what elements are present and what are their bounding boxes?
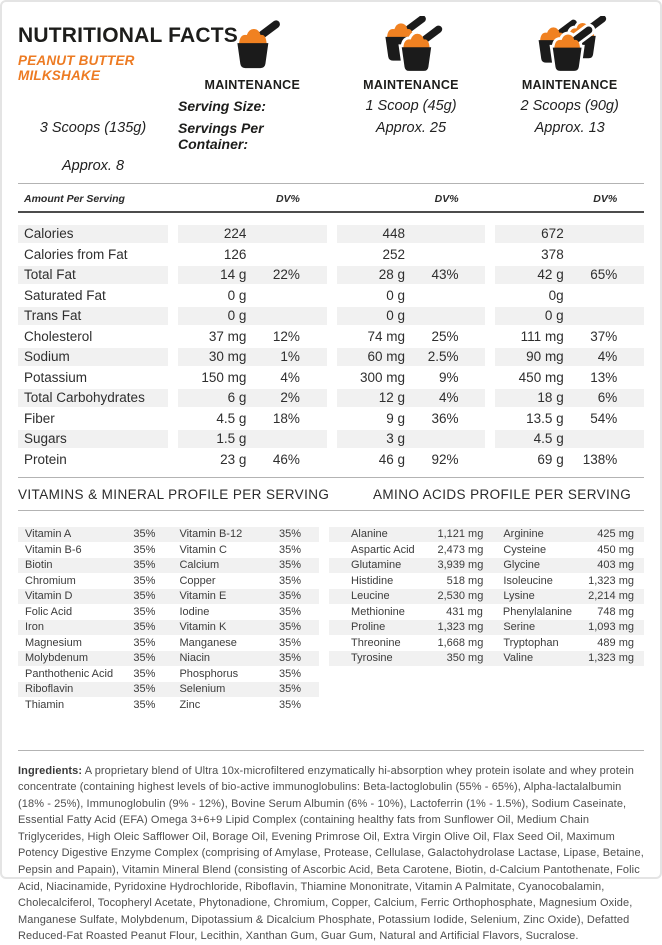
dv-header-3: DV% bbox=[564, 193, 618, 205]
vitamin-row bbox=[18, 527, 319, 543]
amino-acid-row bbox=[329, 573, 644, 589]
vitamin-name-left: Chromium bbox=[25, 575, 123, 587]
vitamin-value-left: 35% bbox=[123, 637, 155, 649]
amino-acids-table bbox=[329, 527, 644, 713]
amino-acids-heading: AMINO ACIDS PROFILE PER SERVING bbox=[373, 487, 631, 502]
nutrient-col-2 bbox=[337, 225, 486, 243]
nutrient-dv-2: 4% bbox=[405, 389, 459, 407]
nutrient-col-1 bbox=[178, 266, 327, 284]
vitamin-row bbox=[18, 635, 319, 651]
nutrient-dv-3: 4% bbox=[564, 348, 618, 366]
nutrient-amount-2: 300 mg bbox=[337, 369, 405, 387]
vitamin-value-right: 35% bbox=[265, 683, 301, 695]
vitamin-name-left: Iron bbox=[25, 621, 123, 633]
vitamin-value-right: 35% bbox=[265, 668, 301, 680]
nutrient-dv-2: 25% bbox=[405, 328, 459, 346]
vitamin-row bbox=[18, 620, 319, 636]
nutrient-dv-3: 13% bbox=[564, 369, 618, 387]
amino-acid-row bbox=[329, 604, 644, 620]
vitamin-name-right: Copper bbox=[155, 575, 265, 587]
amino-name-right: Serine bbox=[483, 621, 572, 633]
amino-value-left: 350 mg bbox=[423, 652, 483, 664]
divider-dark bbox=[18, 211, 644, 213]
nutrient-dv-1: 12% bbox=[246, 328, 300, 346]
nutrient-dv-3 bbox=[564, 287, 618, 305]
nutrient-dv-1 bbox=[246, 246, 300, 264]
vitamin-value-right: 35% bbox=[265, 575, 301, 587]
vitamin-value-right: 35% bbox=[265, 544, 301, 556]
servings-per-container-value-2: Approx. 13 bbox=[495, 114, 644, 152]
vitamin-row bbox=[18, 604, 319, 620]
vitamin-value-left: 35% bbox=[123, 699, 155, 711]
scoop-1x-icon bbox=[209, 16, 295, 72]
vitamin-value-left: 35% bbox=[123, 559, 155, 571]
nutrient-name: Cholesterol bbox=[18, 328, 168, 346]
nutrition-row bbox=[18, 246, 644, 264]
serving-icon-cell-3 bbox=[495, 14, 644, 72]
nutrient-amount-1: 23 g bbox=[178, 451, 246, 469]
nutrient-amount-2: 28 g bbox=[337, 266, 405, 284]
nutrient-amount-1: 30 mg bbox=[178, 348, 246, 366]
vitamin-row bbox=[18, 697, 319, 713]
dv-header-2: DV% bbox=[405, 193, 459, 205]
nutrient-col-1 bbox=[178, 287, 327, 305]
vitamin-value-left: 35% bbox=[123, 544, 155, 556]
serving-icon-cell-2 bbox=[337, 14, 486, 72]
nutrient-name: Protein bbox=[18, 451, 168, 469]
nutrient-amount-2: 3 g bbox=[337, 430, 405, 448]
vitamin-name-right: Vitamin B-12 bbox=[155, 528, 265, 540]
amino-value-right: 403 mg bbox=[572, 559, 634, 571]
nutrient-amount-1: 126 bbox=[178, 246, 246, 264]
nutrient-col-1 bbox=[178, 348, 327, 366]
nutrition-row bbox=[18, 307, 644, 325]
nutrient-col-3 bbox=[495, 389, 644, 407]
vitamin-name-left: Thiamin bbox=[25, 699, 123, 711]
brand-block bbox=[18, 14, 168, 92]
nutrient-dv-1: 46% bbox=[246, 451, 300, 469]
nutrient-amount-3: 0 g bbox=[495, 307, 563, 325]
nutrition-table bbox=[18, 225, 644, 469]
nutrient-amount-1: 14 g bbox=[178, 266, 246, 284]
vitamin-name-right: Phosphorus bbox=[155, 668, 265, 680]
nutrient-dv-1 bbox=[246, 307, 300, 325]
nutrition-row bbox=[18, 389, 644, 407]
amino-value-right: 1,093 mg bbox=[572, 621, 634, 633]
nutrient-col-3 bbox=[495, 328, 644, 346]
vitamins-heading: VITAMINS & MINERAL PROFILE PER SERVING bbox=[18, 487, 373, 502]
amino-value-left: 1,323 mg bbox=[423, 621, 483, 633]
vitamin-value-left: 35% bbox=[123, 590, 155, 602]
nutrient-dv-1: 1% bbox=[246, 348, 300, 366]
nutrient-col-1 bbox=[178, 369, 327, 387]
vitamin-row bbox=[18, 573, 319, 589]
divider bbox=[18, 183, 644, 184]
ingredients-paragraph bbox=[18, 763, 644, 945]
nutrient-amount-2: 9 g bbox=[337, 410, 405, 428]
nutrient-name: Total Fat bbox=[18, 266, 168, 284]
vitamin-name-left: Folic Acid bbox=[25, 606, 123, 618]
nutrient-name: Trans Fat bbox=[18, 307, 168, 325]
nutrient-col-3 bbox=[495, 307, 644, 325]
nutrient-amount-2: 60 mg bbox=[337, 348, 405, 366]
nutrient-dv-2 bbox=[405, 430, 459, 448]
nutrient-amount-2: 12 g bbox=[337, 389, 405, 407]
tier-label-3: MAINTENANCE bbox=[495, 72, 644, 92]
vitamin-name-right: Iodine bbox=[155, 606, 265, 618]
nutrient-dv-2: 2.5% bbox=[405, 348, 459, 366]
nutrient-dv-3: 37% bbox=[564, 328, 618, 346]
amino-name-left: Leucine bbox=[351, 590, 423, 602]
nutrient-amount-3: 0g bbox=[495, 287, 563, 305]
vitamin-name-left: Riboflavin bbox=[25, 683, 123, 695]
nutrient-col-2 bbox=[337, 307, 486, 325]
amino-acid-row bbox=[329, 620, 644, 636]
nutrient-col-1 bbox=[178, 389, 327, 407]
nutrient-dv-1: 22% bbox=[246, 266, 300, 284]
nutrient-amount-2: 0 g bbox=[337, 287, 405, 305]
nutrient-col-1 bbox=[178, 430, 327, 448]
vitamin-value-left: 35% bbox=[123, 606, 155, 618]
amino-name-right: Lysine bbox=[483, 590, 572, 602]
amino-name-right: Glycine bbox=[483, 559, 572, 571]
amino-name-right: Tryptophan bbox=[483, 637, 572, 649]
nutrient-dv-2: 36% bbox=[405, 410, 459, 428]
nutrient-col-1 bbox=[178, 246, 327, 264]
vitamin-row bbox=[18, 542, 319, 558]
nutrient-col-2 bbox=[337, 328, 486, 346]
amino-name-left: Glutamine bbox=[351, 559, 423, 571]
servings-per-container-value-1: Approx. 25 bbox=[337, 114, 486, 152]
dv-header-1: DV% bbox=[246, 193, 300, 205]
profiles-section bbox=[18, 527, 644, 713]
nutrient-col-2 bbox=[337, 246, 486, 264]
nutrient-col-1 bbox=[178, 225, 327, 243]
vitamin-name-right: Niacin bbox=[155, 652, 265, 664]
nutrient-name: Calories bbox=[18, 225, 168, 243]
nutrient-name: Total Carbohydrates bbox=[18, 389, 168, 407]
nutrient-amount-1: 6 g bbox=[178, 389, 246, 407]
servings-per-container-value-3: Approx. 8 bbox=[18, 152, 168, 174]
servings-per-container-label: Servings Per Container: bbox=[178, 114, 327, 152]
vitamin-value-left: 35% bbox=[123, 528, 155, 540]
vitamin-value-right: 35% bbox=[265, 652, 301, 664]
nutrient-col-2 bbox=[337, 266, 486, 284]
vitamin-value-right: 35% bbox=[265, 528, 301, 540]
serving-size-value-3: 3 Scoops (135g) bbox=[18, 114, 168, 152]
nutrient-col-1 bbox=[178, 410, 327, 428]
nutrient-dv-2 bbox=[405, 246, 459, 264]
amino-value-left: 518 mg bbox=[423, 575, 483, 587]
nutrient-amount-2: 252 bbox=[337, 246, 405, 264]
nutrient-amount-3: 90 mg bbox=[495, 348, 563, 366]
serving-size-label: Serving Size: bbox=[178, 92, 327, 114]
amino-value-right: 489 mg bbox=[572, 637, 634, 649]
amino-acid-row bbox=[329, 542, 644, 558]
vitamin-name-right: Zinc bbox=[155, 699, 265, 711]
nutrient-col-2 bbox=[337, 348, 486, 366]
vitamin-value-right: 35% bbox=[265, 637, 301, 649]
nutrient-col-3 bbox=[495, 225, 644, 243]
vitamins-table bbox=[18, 527, 319, 713]
amino-name-left: Methionine bbox=[351, 606, 423, 618]
nutrient-amount-3: 18 g bbox=[495, 389, 563, 407]
nutrient-dv-3: 54% bbox=[564, 410, 618, 428]
amino-value-left: 3,939 mg bbox=[423, 559, 483, 571]
vitamin-name-right: Vitamin C bbox=[155, 544, 265, 556]
vitamin-row bbox=[18, 651, 319, 667]
nutrient-dv-3 bbox=[564, 430, 618, 448]
nutrient-dv-3 bbox=[564, 246, 618, 264]
nutrient-name: Sugars bbox=[18, 430, 168, 448]
amino-acid-row bbox=[329, 589, 644, 605]
amino-name-right: Isoleucine bbox=[483, 575, 572, 587]
amino-value-left: 1,121 mg bbox=[423, 528, 483, 540]
vitamin-value-right: 35% bbox=[265, 699, 301, 711]
nutrition-row bbox=[18, 348, 644, 366]
amino-value-left: 2,473 mg bbox=[423, 544, 483, 556]
nutrition-row bbox=[18, 430, 644, 448]
nutrient-col-1 bbox=[178, 328, 327, 346]
amino-value-right: 748 mg bbox=[572, 606, 634, 618]
nutrition-row bbox=[18, 451, 644, 469]
nutrient-name: Saturated Fat bbox=[18, 287, 168, 305]
amino-name-left: Histidine bbox=[351, 575, 423, 587]
nutrient-amount-1: 224 bbox=[178, 225, 246, 243]
nutrient-dv-2 bbox=[405, 287, 459, 305]
nutrient-dv-3: 6% bbox=[564, 389, 618, 407]
nutrient-col-3 bbox=[495, 266, 644, 284]
nutrient-dv-3 bbox=[564, 307, 618, 325]
amino-value-right: 1,323 mg bbox=[572, 575, 634, 587]
vitamin-value-left: 35% bbox=[123, 683, 155, 695]
nutrient-dv-1: 4% bbox=[246, 369, 300, 387]
amino-value-left: 2,530 mg bbox=[423, 590, 483, 602]
nutrient-amount-3: 42 g bbox=[495, 266, 563, 284]
nutrient-col-3 bbox=[495, 287, 644, 305]
nutrient-name: Potassium bbox=[18, 369, 168, 387]
nutrient-amount-2: 74 mg bbox=[337, 328, 405, 346]
amount-header-row bbox=[18, 193, 644, 205]
vitamin-value-right: 35% bbox=[265, 621, 301, 633]
nutrient-col-3 bbox=[495, 246, 644, 264]
nutrient-dv-1 bbox=[246, 225, 300, 243]
nutrient-amount-3: 672 bbox=[495, 225, 563, 243]
nutrient-dv-1 bbox=[246, 430, 300, 448]
nutrition-row bbox=[18, 266, 644, 284]
vitamin-name-left: Vitamin D bbox=[25, 590, 123, 602]
nutrient-amount-3: 378 bbox=[495, 246, 563, 264]
flavor-subtitle: PEANUT BUTTER MILKSHAKE bbox=[18, 53, 168, 83]
amino-value-right: 425 mg bbox=[572, 528, 634, 540]
vitamin-row bbox=[18, 682, 319, 698]
vitamin-name-left: Vitamin A bbox=[25, 528, 123, 540]
page-title: NUTRITIONAL FACTS bbox=[18, 24, 168, 48]
amino-acid-row bbox=[329, 558, 644, 574]
amino-name-right: Valine bbox=[483, 652, 572, 664]
vitamin-name-left: Vitamin B-6 bbox=[25, 544, 123, 556]
scoop-2x-icon bbox=[368, 16, 454, 72]
nutrient-name: Calories from Fat bbox=[18, 246, 168, 264]
vitamin-value-right: 35% bbox=[265, 559, 301, 571]
nutrient-col-2 bbox=[337, 369, 486, 387]
profile-headings bbox=[18, 487, 644, 502]
vitamin-name-right: Vitamin K bbox=[155, 621, 265, 633]
amino-value-right: 2,214 mg bbox=[572, 590, 634, 602]
nutrient-col-2 bbox=[337, 410, 486, 428]
amino-acid-row bbox=[329, 651, 644, 667]
nutrient-dv-2: 43% bbox=[405, 266, 459, 284]
nutrient-name: Sodium bbox=[18, 348, 168, 366]
nutrient-amount-3: 450 mg bbox=[495, 369, 563, 387]
divider bbox=[18, 510, 644, 511]
nutrient-col-2 bbox=[337, 287, 486, 305]
vitamin-row bbox=[18, 589, 319, 605]
nutrient-dv-3: 138% bbox=[564, 451, 618, 469]
nutrient-dv-1: 18% bbox=[246, 410, 300, 428]
nutrient-amount-3: 4.5 g bbox=[495, 430, 563, 448]
vitamin-row bbox=[18, 666, 319, 682]
nutrient-amount-1: 0 g bbox=[178, 307, 246, 325]
tier-label-2: MAINTENANCE bbox=[337, 72, 486, 92]
ingredients-label: Ingredients: bbox=[18, 765, 82, 777]
vitamin-value-right: 35% bbox=[265, 590, 301, 602]
amino-acid-row bbox=[329, 527, 644, 543]
amino-acid-row bbox=[329, 635, 644, 651]
nutrient-dv-2 bbox=[405, 307, 459, 325]
serving-size-value-2: 2 Scoops (90g) bbox=[495, 92, 644, 114]
vitamin-value-left: 35% bbox=[123, 575, 155, 587]
nutrition-row bbox=[18, 369, 644, 387]
amino-value-left: 431 mg bbox=[423, 606, 483, 618]
amino-name-right: Arginine bbox=[483, 528, 572, 540]
nutrient-amount-1: 150 mg bbox=[178, 369, 246, 387]
label-header bbox=[18, 14, 644, 174]
divider bbox=[18, 750, 644, 751]
vitamin-name-right: Vitamin E bbox=[155, 590, 265, 602]
vitamin-name-right: Selenium bbox=[155, 683, 265, 695]
nutrient-amount-3: 13.5 g bbox=[495, 410, 563, 428]
nutrient-col-1 bbox=[178, 307, 327, 325]
serving-icon-cell-1 bbox=[178, 14, 327, 72]
nutrient-col-1 bbox=[178, 451, 327, 469]
nutrient-amount-1: 4.5 g bbox=[178, 410, 246, 428]
nutrient-col-2 bbox=[337, 389, 486, 407]
nutrient-dv-2: 92% bbox=[405, 451, 459, 469]
tier-label-1: MAINTENANCE bbox=[178, 72, 327, 92]
nutrient-col-3 bbox=[495, 451, 644, 469]
vitamin-name-right: Manganese bbox=[155, 637, 265, 649]
nutrient-amount-3: 69 g bbox=[495, 451, 563, 469]
nutrient-amount-2: 448 bbox=[337, 225, 405, 243]
amino-value-right: 450 mg bbox=[572, 544, 634, 556]
vitamin-name-left: Molybdenum bbox=[25, 652, 123, 664]
nutrient-amount-2: 46 g bbox=[337, 451, 405, 469]
nutrient-dv-3 bbox=[564, 225, 618, 243]
nutrient-col-2 bbox=[337, 430, 486, 448]
nutrient-amount-1: 0 g bbox=[178, 287, 246, 305]
amino-value-left: 1,668 mg bbox=[423, 637, 483, 649]
vitamin-value-right: 35% bbox=[265, 606, 301, 618]
nutrient-amount-2: 0 g bbox=[337, 307, 405, 325]
nutrition-row bbox=[18, 328, 644, 346]
vitamin-value-left: 35% bbox=[123, 652, 155, 664]
divider bbox=[18, 477, 644, 478]
vitamin-value-left: 35% bbox=[123, 668, 155, 680]
nutrient-col-3 bbox=[495, 348, 644, 366]
amount-per-serving-label: Amount Per Serving bbox=[18, 193, 168, 205]
nutrient-dv-1: 2% bbox=[246, 389, 300, 407]
nutrition-row bbox=[18, 410, 644, 428]
nutrition-row bbox=[18, 225, 644, 243]
vitamin-name-left: Biotin bbox=[25, 559, 123, 571]
vitamin-name-left: Magnesium bbox=[25, 637, 123, 649]
nutrition-row bbox=[18, 287, 644, 305]
serving-size-value-1: 1 Scoop (45g) bbox=[337, 92, 486, 114]
nutrient-col-3 bbox=[495, 430, 644, 448]
scoop-3x-icon bbox=[527, 16, 613, 72]
amino-name-left: Aspartic Acid bbox=[351, 544, 423, 556]
nutrient-amount-1: 1.5 g bbox=[178, 430, 246, 448]
nutrient-dv-2 bbox=[405, 225, 459, 243]
nutrient-dv-3: 65% bbox=[564, 266, 618, 284]
ingredients-text: A proprietary blend of Ultra 10x-microfiltered enzymatically hi-absorption whey protein isolate and whey protein concentrate (containing highest levels of bio-active immunoglobulins: Beta-lactoglobulin (55% - 65%), Alpha-lactalalbumin (18% - 25%), Immunoglobulin (9% - 12%), Bovine Serum Albumin (6% - 10%), Lactoferrin (1% - 1.5%), Sodium Caseinate, Essential Fatty Acid (EFA) Omega 3+6+9 Lipid Complex (containing healthy fats from Sunflower Oil, Medium Chain Triglycerides, High Oleic Safflower Oil, Borage Oil, Evening Primrose Oil, Extra Virgin Olive Oil, Flax Seed Oil, Maximum Potency Digestive Enzyme Complex (comprising of Amylase, Protease, Cellulase, Galactohydrolase Lactase, Lipase, Betaine, Pepsin and Papain), Vitamin Mineral Blend (consisting of Ascorbic Acid, Beta Carotene, Biotin, d-Calcium Pantothenate, Folic Acid, Niacinamide, Pyridoxine Hydrochloride, Riboflavin, Thiamine Mononitrate, Vitamin A Palmitate, Cyanocobalamin, Cholecalciferol, Tocopheryl Acetate, Phytonadione, Chromium, Copper, Calcium, Ferric Orthophosphate, Magnesium Oxide, Manganese Sulfate, Molybdenum, Dipotassium & Dicalcium Phosphate, Potassium Iodide, Selenium, Zinc Oxide), Defatted Reduced-Fat Roasted Peanut Flour, Lecithin, Xanthan Gum, Guar Gum, Natural and Artificial Flavors, Sucralose. bbox=[18, 765, 644, 943]
nutrient-amount-1: 37 mg bbox=[178, 328, 246, 346]
amino-name-right: Cysteine bbox=[483, 544, 572, 556]
nutrient-dv-2: 9% bbox=[405, 369, 459, 387]
amino-name-left: Tyrosine bbox=[351, 652, 423, 664]
amino-value-right: 1,323 mg bbox=[572, 652, 634, 664]
amino-name-left: Threonine bbox=[351, 637, 423, 649]
nutrient-col-2 bbox=[337, 451, 486, 469]
nutrient-col-3 bbox=[495, 369, 644, 387]
nutrient-col-3 bbox=[495, 410, 644, 428]
vitamin-name-right: Calcium bbox=[155, 559, 265, 571]
amino-name-left: Alanine bbox=[351, 528, 423, 540]
nutrient-dv-1 bbox=[246, 287, 300, 305]
vitamin-name-left: Panthothenic Acid bbox=[25, 668, 123, 680]
amino-name-right: Phenylalanine bbox=[483, 606, 572, 618]
nutrient-name: Fiber bbox=[18, 410, 168, 428]
vitamin-row bbox=[18, 558, 319, 574]
vitamin-value-left: 35% bbox=[123, 621, 155, 633]
nutrient-amount-3: 111 mg bbox=[495, 328, 563, 346]
amino-name-left: Proline bbox=[351, 621, 423, 633]
